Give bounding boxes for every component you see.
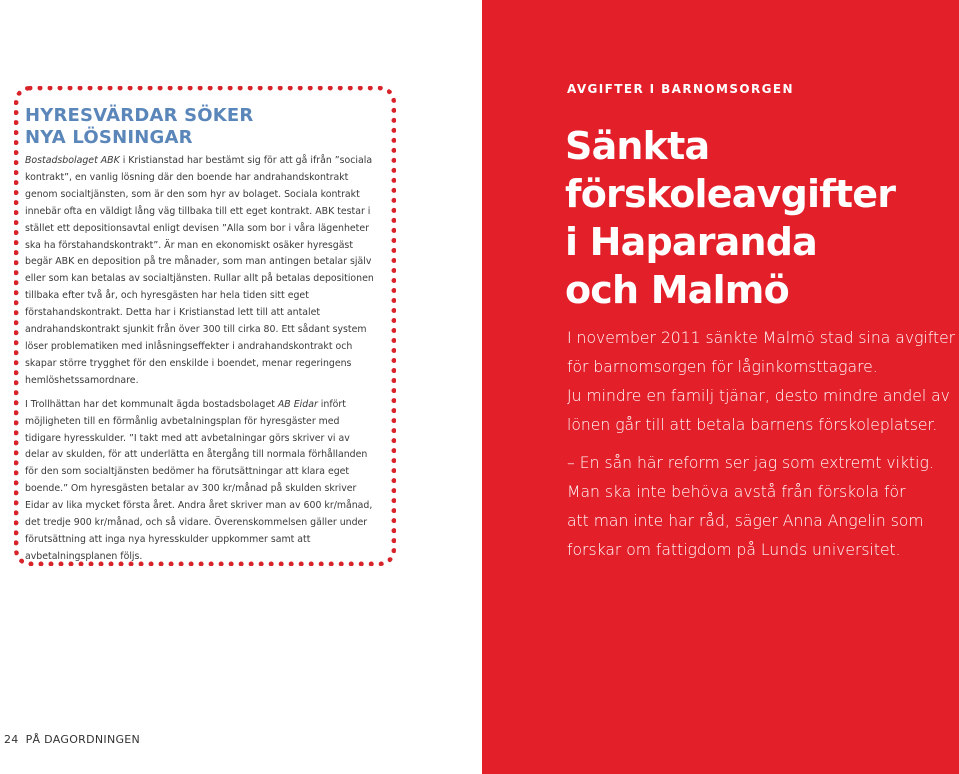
article-lead xyxy=(567,324,959,565)
lead-line-1: I november 2011 sänkte Malmö stad sina avgifter xyxy=(567,329,956,347)
quote-line-2: Man ska inte behöva avstå från förskola för xyxy=(567,483,906,501)
headline-line-1: Sänkta xyxy=(565,124,710,168)
headline-line-2: förskoleavgifter xyxy=(565,172,896,216)
info-box-paragraph-2 xyxy=(25,397,375,566)
headline-line-4: och Malmö xyxy=(565,268,789,312)
lead-line-3: Ju mindre en familj tjänar, desto mindre andel av xyxy=(567,387,950,405)
article-kicker: AVGIFTER I BARNOMSORGEN xyxy=(567,82,794,96)
info-box-title-line-1: HYRESVÄRDAR SÖKER xyxy=(25,105,254,126)
lead-line-2: för barnomsorgen för låginkomsttagare. xyxy=(567,358,878,376)
company-name-abk: Bostadsbolaget ABK xyxy=(25,155,120,166)
info-box-title xyxy=(25,105,365,149)
info-box-body xyxy=(25,153,375,566)
info-box-paragraph-1 xyxy=(25,153,375,390)
headline-line-3: i Haparanda xyxy=(565,220,818,264)
article-headline xyxy=(565,122,955,314)
page-footer xyxy=(4,733,140,746)
quote-line-4: forskar om fattigdom på Lunds universitet. xyxy=(567,541,901,559)
quote-line-3: att man inte har råd, säger Anna Angelin som xyxy=(567,512,924,530)
section-name: PÅ DAGORDNINGEN xyxy=(25,733,141,746)
quote-paragraph xyxy=(567,449,959,565)
info-box-title-line-2: NYA LÖSNINGAR xyxy=(25,127,193,148)
lead-line-4: lönen går till att betala barnens förskoleplatser. xyxy=(567,416,938,434)
lead-paragraph xyxy=(567,324,959,440)
paragraph-2-text-after: infört möjligheten till en förmånlig avbetalningsplan för hyresgäster med tidigare hyresskulder. ”I takt med att avbetalningar görs skriver vi av delar av skulden, för att underlätta en återgång till normala förhållanden för den som socialtjänsten bedömer ha förutsättningar att klara eget boende.” Om hyresgästen betalar av 300 kr/månad på skulden skriver Eidar av lika mycket första året. Andra året skriver man av 600 kr/månad, det tredje 900 kr/månad, och så vidare. Överenskommelsen gäller under förutsättning att inga nya hyresskulder uppkommer samt att avbetalningsplanen följs. xyxy=(25,398,373,562)
paragraph-1-text: i Kristianstad har bestämt sig för att gå ifrån ”sociala kontrakt”, en vanlig lösning där den boende har andrahandskontrakt genom socialtjänsten, som är den som hyr av bolaget. Sociala kontrakt innebär ofta en väldigt lång väg tillbaka till ett eget kontrakt. ABK testar i stället ett depositionsavtal enligt devisen ”Alla som bor i våra lägenheter ska ha förstahandskontrakt”. Är man en ekonomiskt osäker hyresgäst begär ABK en deposition på tre månader, som man antingen betalar själv eller som kan betalas av socialtjänsten. Rullar allt på betalas depositionen tillbaka efter två år, och hyresgästen har hela tiden sitt eget förstahandskontrakt. Detta har i Kristianstad lett till att antalet andrahandskontrakt sjunkit från över 300 till cirka 80. Ett sådant system löser problematiken med inlåsningseffekter i andrahandskontrakt och skapar större trygghet för den enskilde i boendet, menar regeringens hemlöshetssamordnare. xyxy=(25,155,374,386)
paragraph-2-text-before: I Trollhättan har det kommunalt ägda bostadsbolaget xyxy=(25,398,278,410)
page-number: 24 xyxy=(4,733,19,746)
quote-line-1: – En sån här reform ser jag som extremt viktig. xyxy=(567,454,934,472)
company-name-eidar: AB Eidar xyxy=(277,398,318,410)
